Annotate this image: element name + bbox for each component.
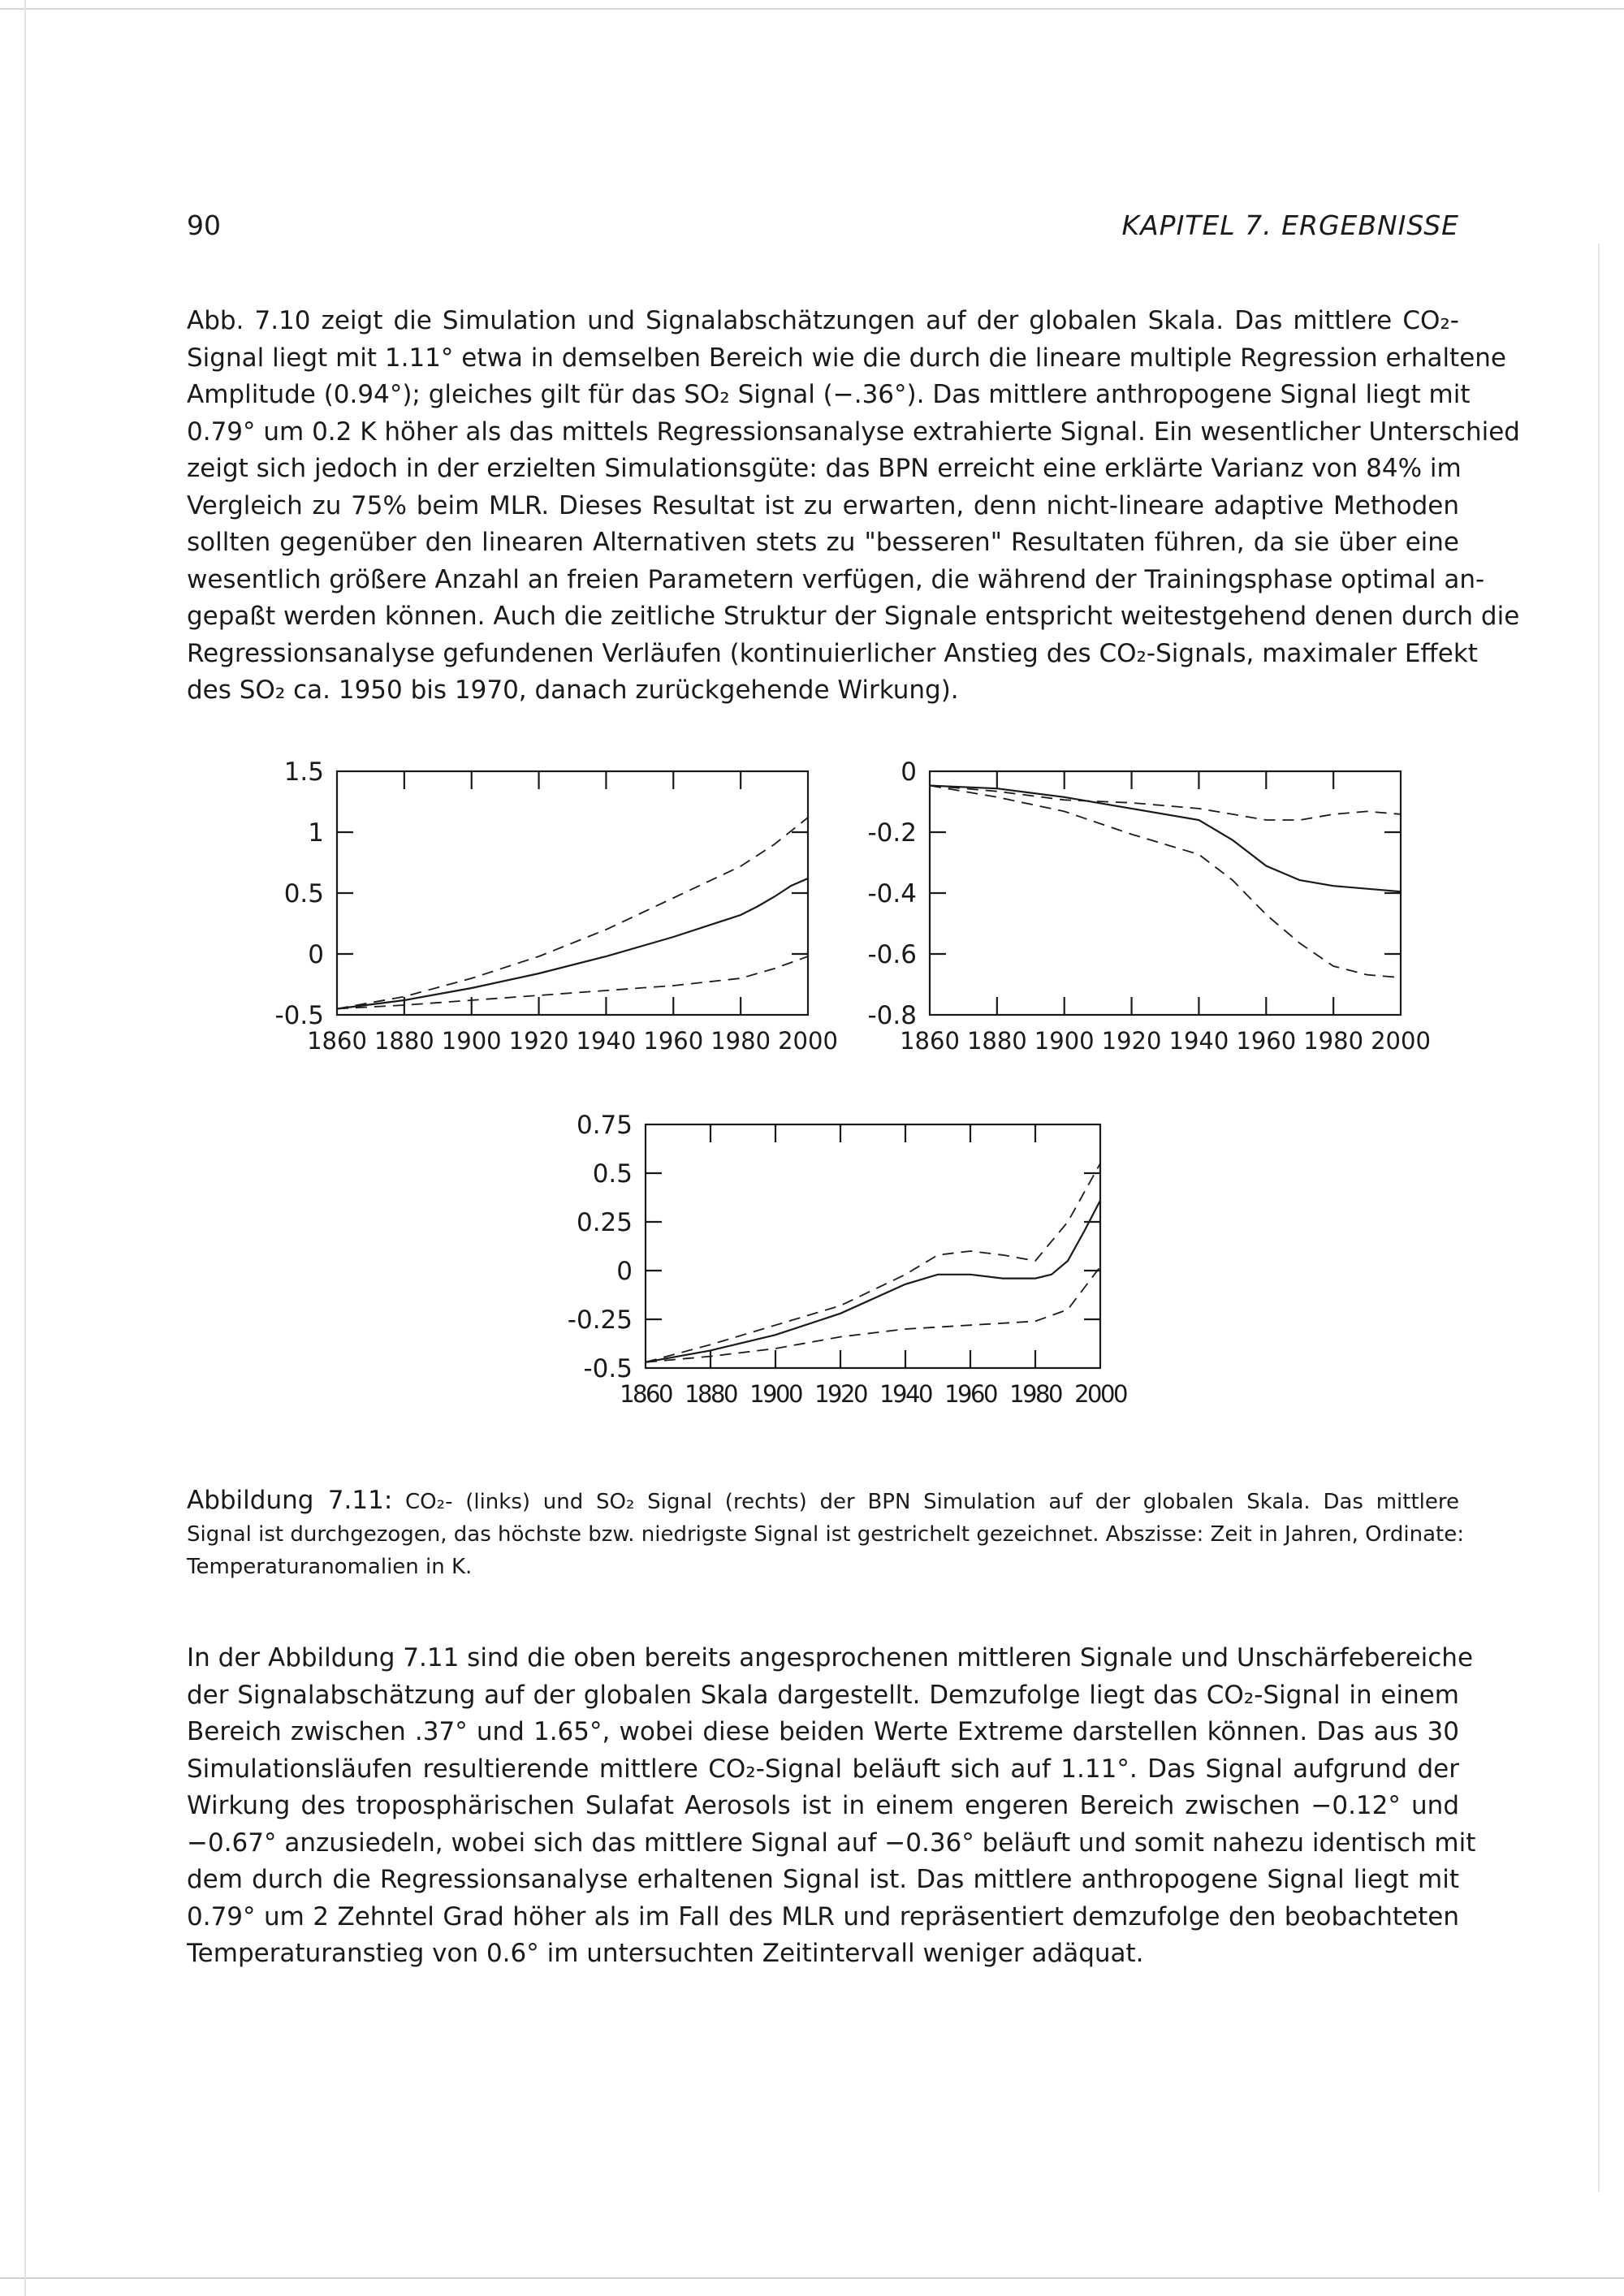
y-tick-label: -0.8 [867, 1001, 917, 1030]
x-tick-label: 1900 [1034, 1027, 1095, 1055]
text-line: der Signalabschätzung auf der globalen Skala dargestellt. Demzufolge liegt das CO₂-Signal in einem [187, 1680, 1459, 1710]
text-line: Regressionsanalyse gefundenen Verläufen (kontinuierlicher Anstieg des CO₂-Signals, maximaler Effekt [187, 638, 1478, 668]
y-tick-label: 0.5 [592, 1159, 633, 1189]
text-line: −0.67° anzusiedeln, wobei sich das mittlere Signal auf −0.36° beläuft und somit nahezu identisch mit [187, 1828, 1476, 1858]
y-tick-label: 0 [308, 940, 324, 969]
figure-caption [187, 1484, 1464, 1583]
mean-signal-line [646, 1201, 1100, 1362]
mean-signal-line [930, 786, 1401, 892]
text-line: Signal liegt mit 1.11° etwa in demselben Bereich wie die durch die lineare multiple Regression erhaltene [187, 343, 1507, 373]
y-tick-label: 1.5 [283, 757, 324, 787]
y-tick-label: -0.4 [867, 879, 917, 908]
text-line: In der Abbildung 7.11 sind die oben bereits angesprochenen mittleren Signale und Unschärfebereiche [187, 1643, 1474, 1672]
x-tick-label: 1860 [307, 1027, 367, 1055]
x-tick-label: 1860 [900, 1027, 960, 1055]
x-tick-label: 1900 [749, 1380, 801, 1408]
plot-frame [930, 771, 1401, 1015]
paragraph-discussion [187, 1640, 1476, 1973]
y-tick-label: -0.6 [867, 940, 917, 969]
x-tick-label: 2000 [1074, 1380, 1126, 1408]
x-tick-label: 1880 [685, 1380, 736, 1408]
anthropogenic-signal-chart [544, 1108, 1161, 1449]
text-line: sollten gegenüber den linearen Alternativen stets zu "besseren" Resultaten führen, da sie über eine [187, 528, 1459, 557]
x-tick-label: 1980 [1303, 1027, 1364, 1055]
x-tick-label: 1960 [1236, 1027, 1297, 1055]
text-line: Amplitude (0.94°); gleiches gilt für das SO₂ Signal (−.36°). Das mittlere anthropogene Signal liegt mit [187, 380, 1471, 409]
lowest-signal-line [646, 1267, 1100, 1362]
x-tick-label: 1960 [643, 1027, 704, 1055]
text-line: wesentlich größere Anzahl an freien Parametern verfügen, die während der Trainingsphase optimal an- [187, 564, 1485, 594]
y-tick-label: 0.25 [576, 1208, 633, 1237]
x-tick-label: 1920 [508, 1027, 569, 1055]
text-line: Wirkung des troposphärischen Sulafat Aerosols ist in einem engeren Bereich zwischen −0.12° und [187, 1791, 1459, 1820]
text-line: gepaßt werden können. Auch die zeitliche Struktur der Signale entspricht weitestgehend denen durch die [187, 602, 1520, 631]
y-tick-label: 0.5 [283, 879, 324, 908]
scan-edge-bottom [0, 2277, 1624, 2279]
scan-edge-left [24, 0, 26, 2296]
caption-text: CO₂- (links) und SO₂ Signal (rechts) der BPN Simulation auf der globalen Skala. Das mittlere [405, 1490, 1459, 1514]
x-tick-label: 2000 [1371, 1027, 1431, 1055]
running-head [187, 209, 1459, 245]
y-tick-label: -0.25 [567, 1306, 633, 1335]
page-number: 90 [187, 209, 221, 241]
y-tick-label: 0 [901, 757, 917, 787]
co2-signal-chart [244, 755, 861, 1096]
y-tick-label: -0.2 [867, 818, 917, 848]
x-tick-label: 1940 [879, 1380, 931, 1408]
caption-line: Temperaturanomalien in K. [187, 1555, 473, 1579]
text-line: Abb. 7.10 zeigt die Simulation und Signalabschätzungen auf der globalen Skala. Das mittlere CO₂- [187, 306, 1459, 335]
x-tick-label: 1980 [710, 1027, 771, 1055]
text-line: Vergleich zu 75% beim MLR. Dieses Resultat ist zu erwarten, denn nicht-lineare adaptive Methoden [187, 490, 1459, 520]
x-tick-label: 1980 [1009, 1380, 1061, 1408]
scan-edge-right [1598, 244, 1600, 2192]
x-tick-label: 1860 [620, 1380, 672, 1408]
text-line: Temperaturanstieg von 0.6° im untersuchten Zeitintervall weniger adäquat. [187, 1939, 1144, 1968]
y-tick-label: 0 [616, 1257, 633, 1286]
x-tick-label: 1880 [966, 1027, 1027, 1055]
y-tick-label: -0.5 [274, 1001, 324, 1030]
scan-edge-top [0, 8, 1624, 10]
x-tick-label: 1920 [814, 1380, 866, 1408]
x-tick-label: 1900 [441, 1027, 502, 1055]
text-line: 0.79° um 0.2 K höher als das mittels Regressionsanalyse extrahierte Signal. Ein wesentlicher Unterschied [187, 416, 1520, 447]
caption-label: Abbildung 7.11: [187, 1486, 393, 1515]
text-line: Bereich zwischen .37° und 1.65°, wobei diese beiden Werte Extreme darstellen können. Das aus 30 [187, 1717, 1459, 1746]
text-line: zeigt sich jedoch in der erzielten Simulationsgüte: das BPN erreicht eine erklärte Varianz von 84% im [187, 454, 1462, 483]
x-tick-label: 1940 [576, 1027, 637, 1055]
text-line: Simulationsläufen resultierende mittlere CO₂-Signal beläuft sich auf 1.11°. Das Signal aufgrund der [187, 1754, 1459, 1784]
plot-frame [646, 1124, 1100, 1368]
caption-line [187, 1484, 1459, 1518]
paragraph-intro [187, 303, 1520, 710]
x-tick-label: 1940 [1168, 1027, 1229, 1055]
text-line: 0.79° um 2 Zehntel Grad höher als im Fall des MLR und repräsentiert demzufolge den beobachteten [187, 1901, 1459, 1931]
x-tick-label: 1920 [1101, 1027, 1162, 1055]
y-tick-label: 1 [308, 818, 324, 848]
caption-line: Signal ist durchgezogen, das höchste bzw. niedrigste Signal ist gestrichelt gezeichnet. Abszisse: Zeit in Jahren, Ordinate: [187, 1522, 1464, 1547]
so2-signal-chart [853, 755, 1462, 1096]
text-line: dem durch die Regressionsanalyse erhaltenen Signal ist. Das mittlere anthropogene Signal liegt mit [187, 1865, 1459, 1894]
y-tick-label: 0.75 [576, 1111, 633, 1140]
y-tick-label: -0.5 [583, 1354, 633, 1383]
text-line: des SO₂ ca. 1950 bis 1970, danach zurückgehende Wirkung). [187, 675, 959, 705]
x-tick-label: 1960 [944, 1380, 996, 1408]
chapter-title: KAPITEL 7. ERGEBNISSE [1121, 209, 1459, 241]
x-tick-label: 2000 [778, 1027, 838, 1055]
highest-signal-line [337, 818, 808, 1009]
x-tick-label: 1880 [374, 1027, 434, 1055]
